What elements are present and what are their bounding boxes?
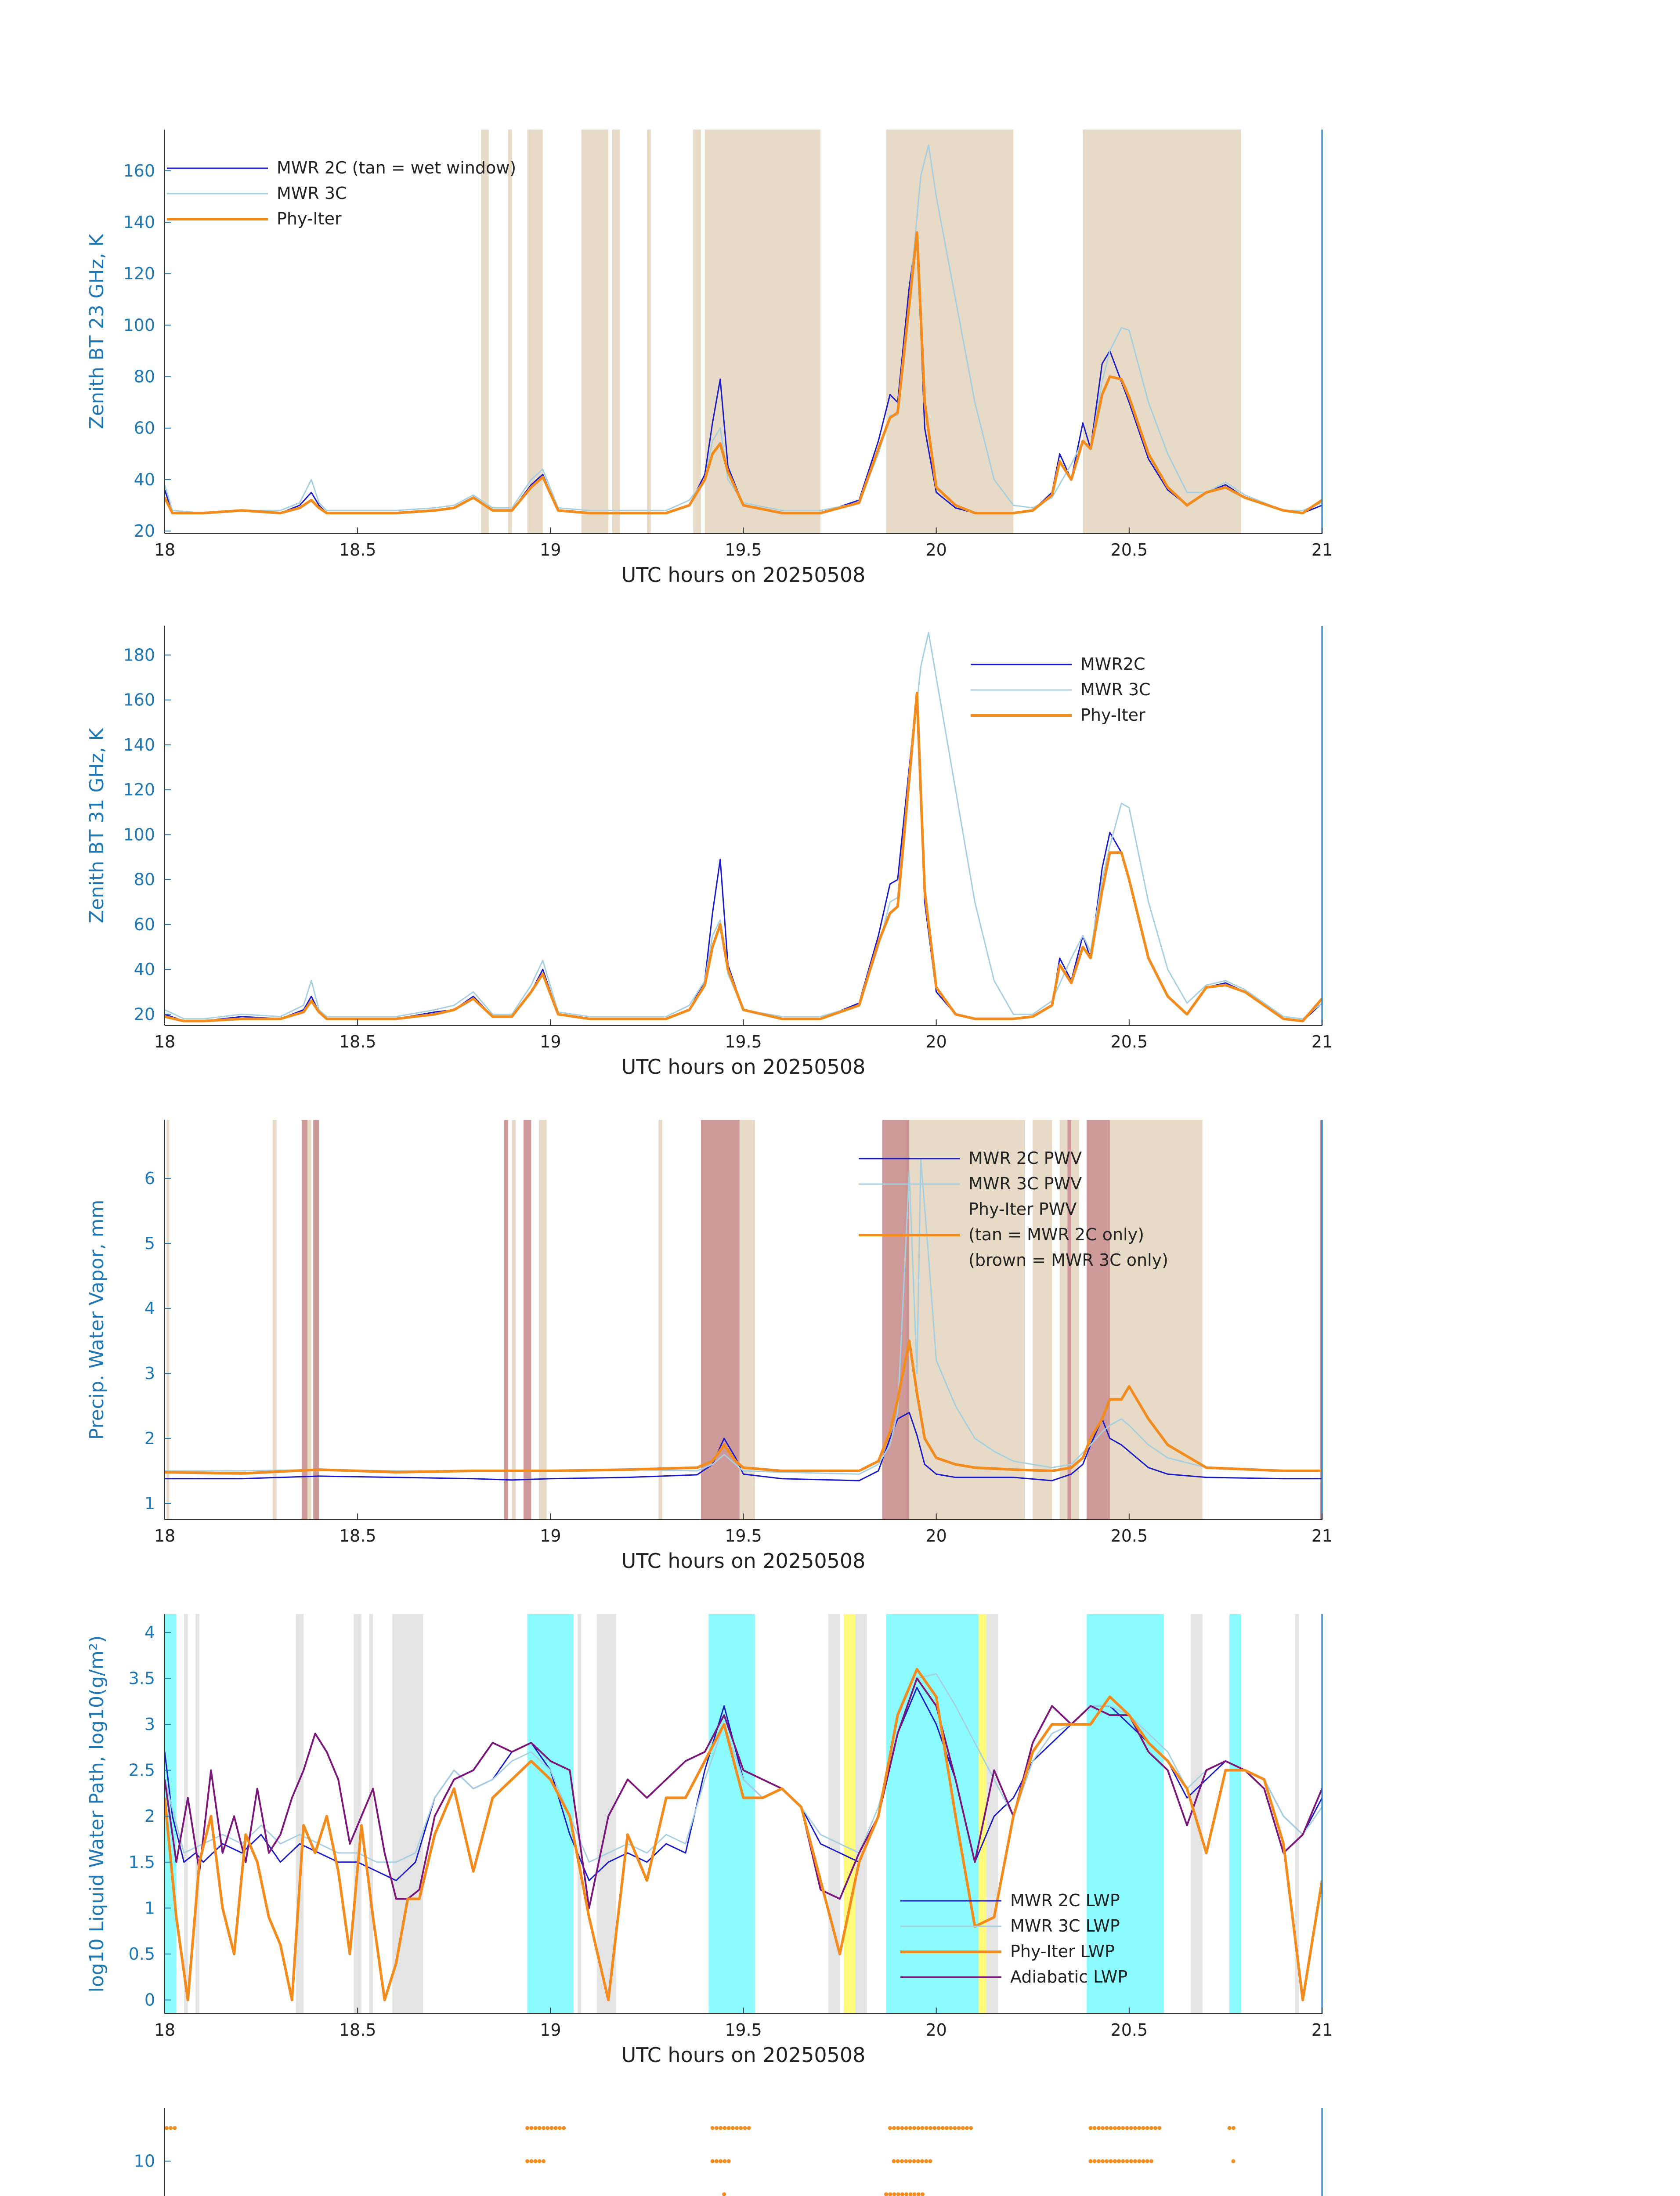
y-axis-label: Precip. Water Vapor, mm bbox=[86, 1199, 108, 1440]
shade-band-brown bbox=[302, 1120, 307, 1520]
dq-flag-point bbox=[1109, 2159, 1113, 2163]
dq-flag-point bbox=[884, 2192, 888, 2196]
x-tick-label: 19.5 bbox=[725, 540, 762, 560]
dq-flag-point bbox=[1101, 2126, 1105, 2130]
x-tick-label: 19 bbox=[540, 1032, 561, 1051]
x-tick-label: 19.5 bbox=[725, 1526, 762, 1546]
y-tick-label: 120 bbox=[123, 780, 155, 800]
dq-flag-point bbox=[916, 2159, 920, 2163]
dq-flag-point bbox=[957, 2126, 961, 2130]
dq-flag-point bbox=[558, 2126, 562, 2130]
x-tick-label: 20.5 bbox=[1110, 2020, 1148, 2040]
dq-flag-point bbox=[1157, 2126, 1161, 2130]
dq-flag-point bbox=[920, 2159, 924, 2163]
dq-flag-point bbox=[1117, 2159, 1121, 2163]
legend-label: (brown = MWR 3C only) bbox=[968, 1250, 1168, 1270]
legend-label: MWR 2C LWP bbox=[1010, 1891, 1120, 1910]
x-axis-label: UTC hours on 20250508 bbox=[621, 1055, 866, 1079]
dq-flag-point bbox=[969, 2126, 973, 2130]
x-axis-label: UTC hours on 20250508 bbox=[621, 2043, 866, 2067]
dq-flag-point bbox=[711, 2159, 715, 2163]
x-tick-label: 18.5 bbox=[339, 2020, 376, 2040]
dq-flag-point bbox=[904, 2126, 908, 2130]
y-tick-label: 20 bbox=[134, 521, 155, 541]
x-tick-label: 19.5 bbox=[725, 1032, 762, 1051]
dq-flag-point bbox=[538, 2126, 542, 2130]
dq-flag-point bbox=[917, 2192, 921, 2196]
y-tick-label: 140 bbox=[123, 212, 155, 232]
y-tick-label: 2.5 bbox=[128, 1760, 155, 1780]
dq-flag-point bbox=[1231, 2159, 1235, 2163]
dq-flag-point bbox=[953, 2126, 957, 2130]
dq-flag-point bbox=[534, 2126, 538, 2130]
dq-flag-point bbox=[945, 2126, 949, 2130]
y-tick-label: 0.5 bbox=[128, 1944, 155, 1964]
dq-flag-point bbox=[1093, 2159, 1097, 2163]
y-axis-label: log10 Liquid Water Path, log10(g/m²) bbox=[86, 1635, 108, 1993]
x-tick-label: 18 bbox=[154, 540, 176, 560]
y-tick-label: 40 bbox=[134, 470, 155, 489]
shade-band-tan bbox=[512, 1120, 516, 1520]
x-tick-label: 20.5 bbox=[1110, 1032, 1148, 1051]
y-tick-label: 4 bbox=[144, 1299, 155, 1318]
dq-flag-point bbox=[929, 2159, 932, 2163]
legend-label: MWR2C bbox=[1080, 654, 1145, 674]
x-tick-label: 21 bbox=[1311, 540, 1333, 560]
shade-band-tan bbox=[658, 1120, 662, 1520]
shade-band-brown bbox=[524, 1120, 531, 1520]
legend-label: MWR 3C bbox=[277, 184, 347, 203]
panel-bt31 bbox=[86, 626, 1333, 1079]
dq-flag-point bbox=[554, 2126, 558, 2130]
shade-band-grey bbox=[354, 1614, 361, 2014]
x-tick-label: 19 bbox=[540, 540, 561, 560]
dq-flag-point bbox=[932, 2126, 936, 2130]
y-tick-label: 80 bbox=[134, 870, 155, 889]
dq-flag-point bbox=[1137, 2159, 1141, 2163]
dq-flag-point bbox=[534, 2159, 538, 2163]
dq-flag-point bbox=[916, 2126, 920, 2130]
dq-flag-point bbox=[723, 2159, 726, 2163]
dq-flag-point bbox=[1141, 2126, 1145, 2130]
dq-flag-point bbox=[1149, 2159, 1153, 2163]
legend-label: MWR 3C bbox=[1080, 680, 1151, 699]
shade-band-tan bbox=[508, 130, 512, 534]
shade-band-tan bbox=[527, 130, 543, 534]
x-tick-label: 21 bbox=[1311, 2020, 1333, 2040]
x-tick-label: 18.5 bbox=[339, 1526, 376, 1546]
dq-flag-point bbox=[921, 2192, 925, 2196]
y-tick-label: 10 bbox=[134, 2151, 155, 2171]
shade-band-grey bbox=[855, 1614, 867, 2014]
y-tick-label: 1 bbox=[144, 1898, 155, 1918]
dq-flag-point bbox=[727, 2126, 731, 2130]
shade-band-tan bbox=[481, 130, 489, 534]
shade-band-tan bbox=[1083, 130, 1241, 534]
dq-flag-point bbox=[719, 2159, 723, 2163]
dq-flag-point bbox=[925, 2126, 929, 2130]
dq-flag-point bbox=[1105, 2159, 1109, 2163]
dq-flag-point bbox=[924, 2159, 928, 2163]
dq-flag-point bbox=[912, 2159, 916, 2163]
shade-band-cyan bbox=[708, 1614, 755, 2014]
x-tick-label: 20 bbox=[925, 2020, 947, 2040]
shade-band-cyan bbox=[527, 1614, 574, 2014]
dq-flag-point bbox=[1121, 2159, 1125, 2163]
x-tick-label: 20 bbox=[925, 1032, 947, 1051]
x-tick-label: 19 bbox=[540, 1526, 561, 1546]
x-tick-label: 18.5 bbox=[339, 540, 376, 560]
dq-flag-point bbox=[723, 2126, 726, 2130]
dq-flag-point bbox=[908, 2159, 912, 2163]
dq-flag-point bbox=[1125, 2126, 1129, 2130]
dq-flag-point bbox=[538, 2159, 542, 2163]
x-tick-label: 18 bbox=[154, 2020, 176, 2040]
dq-flag-point bbox=[719, 2126, 723, 2130]
y-tick-label: 160 bbox=[123, 161, 155, 181]
y-tick-label: 3 bbox=[144, 1715, 155, 1734]
shade-band-tan bbox=[166, 1120, 169, 1520]
y-tick-label: 120 bbox=[123, 264, 155, 284]
dq-flag-point bbox=[165, 2126, 169, 2130]
dq-flag-point bbox=[1089, 2159, 1093, 2163]
legend-label: MWR 2C (tan = wet window) bbox=[277, 158, 517, 177]
dq-flag-point bbox=[1093, 2126, 1097, 2130]
dq-flag-point bbox=[169, 2126, 173, 2130]
x-tick-label: 18.5 bbox=[339, 1032, 376, 1051]
legend-label: (tan = MWR 2C only) bbox=[968, 1225, 1144, 1244]
dq-flag-point bbox=[1129, 2159, 1133, 2163]
dq-flag-point bbox=[525, 2159, 529, 2163]
dq-flag-point bbox=[1125, 2159, 1129, 2163]
y-tick-label: 1 bbox=[144, 1494, 155, 1513]
dq-flag-point bbox=[1121, 2126, 1125, 2130]
dq-flag-point bbox=[892, 2126, 896, 2130]
dq-flag-point bbox=[892, 2192, 896, 2196]
y-axis-label: Zenith BT 23 GHz, K bbox=[86, 234, 108, 430]
dq-flag-point bbox=[731, 2126, 735, 2130]
x-tick-label: 21 bbox=[1311, 1032, 1333, 1051]
x-tick-label: 20.5 bbox=[1110, 1526, 1148, 1546]
shade-band-grey bbox=[296, 1614, 304, 2014]
dq-flag-point bbox=[173, 2126, 177, 2130]
dq-flag-point bbox=[1137, 2126, 1141, 2130]
dq-flag-point bbox=[896, 2192, 900, 2196]
shade-band-brown bbox=[313, 1120, 319, 1520]
dq-flag-point bbox=[900, 2192, 904, 2196]
dq-flag-point bbox=[743, 2126, 747, 2130]
dq-flag-point bbox=[1145, 2126, 1149, 2130]
shade-band-grey bbox=[1191, 1614, 1202, 2014]
dq-flag-point bbox=[941, 2126, 945, 2130]
shade-band-brown bbox=[882, 1120, 909, 1520]
legend-label: MWR 3C PWV bbox=[968, 1174, 1082, 1193]
dq-flag-point bbox=[908, 2126, 912, 2130]
dq-flag-point bbox=[904, 2159, 908, 2163]
y-tick-label: 180 bbox=[123, 645, 155, 665]
dq-flag-point bbox=[896, 2159, 900, 2163]
dq-flag-point bbox=[1097, 2126, 1101, 2130]
x-axis-label: UTC hours on 20250508 bbox=[621, 563, 866, 587]
dq-flag-point bbox=[711, 2126, 715, 2130]
dq-flag-point bbox=[949, 2126, 953, 2130]
dq-flag-point bbox=[912, 2126, 916, 2130]
dq-flag-point bbox=[961, 2126, 965, 2130]
dq-flag-point bbox=[1141, 2159, 1145, 2163]
dq-flag-point bbox=[1133, 2126, 1137, 2130]
shade-band-tan bbox=[740, 1120, 755, 1520]
shade-band-cyan bbox=[886, 1614, 979, 2014]
shade-band-grey bbox=[578, 1614, 582, 2014]
dq-flag-point bbox=[921, 2126, 925, 2130]
dq-flag-point bbox=[715, 2126, 719, 2130]
y-tick-label: 0 bbox=[144, 1990, 155, 2010]
plot-area bbox=[165, 1614, 1322, 2014]
dq-flag-point bbox=[747, 2126, 751, 2130]
dq-flag-point bbox=[525, 2126, 529, 2130]
y-tick-label: 3 bbox=[144, 1364, 155, 1383]
dq-flag-point bbox=[1145, 2159, 1149, 2163]
x-tick-label: 18 bbox=[154, 1032, 176, 1051]
y-tick-label: 1.5 bbox=[128, 1852, 155, 1872]
dq-flag-point bbox=[900, 2159, 904, 2163]
dq-flag-point bbox=[715, 2159, 719, 2163]
shade-band-tan bbox=[647, 130, 651, 534]
y-tick-label: 100 bbox=[123, 315, 155, 335]
shade-band-brown bbox=[504, 1120, 508, 1520]
dq-flag-point bbox=[904, 2192, 908, 2196]
dq-flag-point bbox=[1113, 2126, 1117, 2130]
y-tick-label: 5 bbox=[144, 1234, 155, 1253]
dq-flag-point bbox=[892, 2159, 896, 2163]
dq-flag-point bbox=[908, 2192, 912, 2196]
shade-band-tan bbox=[582, 130, 608, 534]
dq-flag-point bbox=[1101, 2159, 1105, 2163]
dq-flag-point bbox=[888, 2126, 892, 2130]
dq-flag-point bbox=[888, 2192, 892, 2196]
dq-flag-point bbox=[1149, 2126, 1153, 2130]
dq-flag-point bbox=[562, 2126, 566, 2130]
shade-band-grey bbox=[369, 1614, 373, 2014]
dq-flag-point bbox=[722, 2192, 726, 2196]
y-tick-label: 3.5 bbox=[128, 1669, 155, 1688]
dq-flag-point bbox=[542, 2126, 546, 2130]
x-tick-label: 19 bbox=[540, 2020, 561, 2040]
dq-flag-point bbox=[549, 2126, 553, 2130]
panel-lwp bbox=[86, 1614, 1333, 2067]
dq-flag-point bbox=[936, 2126, 940, 2130]
dq-flag-point bbox=[546, 2126, 549, 2130]
dq-flag-point bbox=[929, 2126, 932, 2130]
legend-label: Phy-Iter PWV bbox=[968, 1199, 1077, 1219]
legend-label: Phy-Iter LWP bbox=[1010, 1942, 1115, 1961]
legend-label: Phy-Iter bbox=[277, 209, 342, 228]
dq-flag-point bbox=[529, 2159, 533, 2163]
dq-flag-point bbox=[727, 2159, 731, 2163]
series-line-phy-iter bbox=[165, 693, 1322, 1021]
x-axis-label: UTC hours on 20250508 bbox=[621, 1549, 866, 1573]
legend-label: Adiabatic LWP bbox=[1010, 1967, 1128, 1987]
dq-flag-point bbox=[529, 2126, 533, 2130]
plot-area bbox=[165, 2126, 1320, 2196]
y-tick-label: 140 bbox=[123, 735, 155, 755]
y-tick-label: 20 bbox=[134, 1004, 155, 1024]
legend bbox=[167, 158, 516, 228]
y-tick-label: 60 bbox=[134, 418, 155, 438]
x-tick-label: 20 bbox=[925, 540, 947, 560]
dq-flag-point bbox=[1109, 2126, 1113, 2130]
shade-band-yellow bbox=[844, 1614, 855, 2014]
shade-band-cyan bbox=[1229, 1614, 1241, 2014]
dq-flag-point bbox=[1097, 2159, 1101, 2163]
shade-band-tan bbox=[307, 1120, 311, 1520]
series-line-mwr2c bbox=[165, 693, 1322, 1021]
legend-label: MWR 2C PWV bbox=[968, 1149, 1082, 1168]
dq-flag-point bbox=[1133, 2159, 1137, 2163]
dq-flag-point bbox=[900, 2126, 904, 2130]
legend bbox=[971, 654, 1151, 725]
shade-band-brown bbox=[1087, 1120, 1110, 1520]
dq-flag-point bbox=[739, 2126, 743, 2130]
dq-flag-point bbox=[735, 2126, 739, 2130]
y-tick-label: 40 bbox=[134, 960, 155, 979]
y-tick-label: 60 bbox=[134, 914, 155, 934]
panel-bt23 bbox=[86, 130, 1333, 587]
dq-flag-point bbox=[1113, 2159, 1117, 2163]
shade-band-tan bbox=[693, 130, 701, 534]
dq-flag-point bbox=[1089, 2126, 1093, 2130]
y-tick-label: 160 bbox=[123, 690, 155, 710]
shade-band-tan bbox=[273, 1120, 277, 1520]
dq-flag-point bbox=[965, 2126, 969, 2130]
dq-flag-point bbox=[1129, 2126, 1133, 2130]
x-tick-label: 20 bbox=[925, 1526, 947, 1546]
dq-flag-point bbox=[1117, 2126, 1121, 2130]
dq-flag-point bbox=[1232, 2126, 1236, 2130]
x-tick-label: 21 bbox=[1311, 1526, 1333, 1546]
panel-pwv bbox=[86, 1120, 1333, 1573]
y-tick-label: 100 bbox=[123, 825, 155, 845]
legend-label: MWR 3C LWP bbox=[1010, 1916, 1120, 1936]
panel-dq-flag bbox=[86, 2108, 1333, 2196]
y-tick-label: 6 bbox=[144, 1169, 155, 1188]
y-tick-label: 2 bbox=[144, 1806, 155, 1826]
shade-band-tan bbox=[539, 1120, 547, 1520]
plot-area bbox=[165, 1120, 1323, 1520]
x-tick-label: 20.5 bbox=[1110, 540, 1148, 560]
y-tick-label: 4 bbox=[144, 1622, 155, 1642]
legend-label: Phy-Iter bbox=[1080, 705, 1145, 725]
shade-band-tan bbox=[705, 130, 821, 534]
shade-band-tan bbox=[1110, 1120, 1203, 1520]
shade-band-tan bbox=[612, 130, 620, 534]
x-tick-label: 18 bbox=[154, 1526, 176, 1546]
y-axis-label: Zenith BT 31 GHz, K bbox=[86, 728, 108, 924]
dq-flag-point bbox=[1105, 2126, 1109, 2130]
dq-flag-point bbox=[542, 2159, 546, 2163]
dq-flag-point bbox=[1228, 2126, 1232, 2130]
y-tick-label: 2 bbox=[144, 1429, 155, 1448]
y-tick-label: 80 bbox=[134, 367, 155, 386]
shade-band-grey bbox=[828, 1614, 840, 2014]
shade-band-grey bbox=[195, 1614, 199, 2014]
dq-flag-point bbox=[913, 2192, 917, 2196]
dq-flag-point bbox=[1153, 2126, 1157, 2130]
dq-flag-point bbox=[896, 2126, 900, 2130]
x-tick-label: 19.5 bbox=[725, 2020, 762, 2040]
